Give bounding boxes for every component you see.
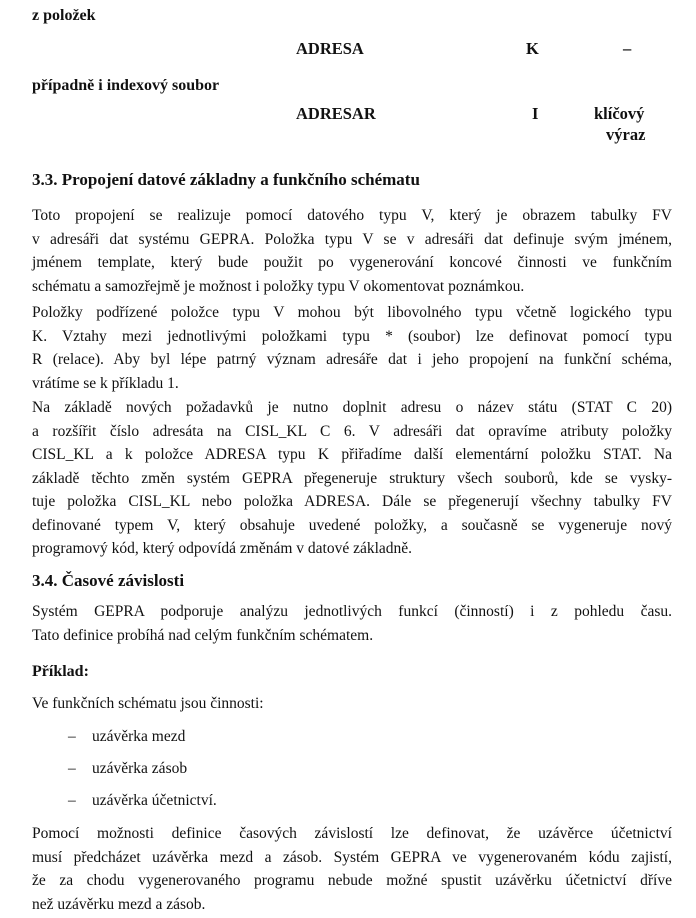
text-line: vrátíme se k příkladu 1. (32, 374, 179, 392)
list-item (68, 790, 217, 812)
example-label: Příklad: (32, 663, 89, 680)
section-3-4-heading: 3.4. Časové závislosti (32, 571, 185, 590)
list-item-text: uzávěrka účetnictví. (92, 792, 217, 809)
dash-icon: – (68, 728, 76, 745)
row2-type: I (532, 104, 539, 123)
example-intro: Ve funkčních schématu jsou činnosti: (32, 695, 264, 712)
text-line: Toto propojení se realizuje pomocí datového typu V, který je obrazem tabulky FV (32, 207, 672, 224)
dash-icon: – (68, 792, 76, 809)
list-item-text: uzávěrka mezd (92, 728, 186, 745)
section-3-4-paragraph-2 (32, 822, 672, 916)
text-line: R (relace). Aby byl lépe patrný význam adresáře dat i jeho propojení na funkční schéma, (32, 351, 672, 368)
row2-note2: výraz (606, 125, 646, 144)
row1-name: ADRESA (296, 39, 364, 58)
list-item-text: uzávěrka zásob (92, 760, 188, 777)
text-line: než uzávěrku mezd a zásob. (32, 895, 206, 913)
row1-note: – (623, 39, 632, 58)
text-line: základě těchto změn systém GEPRA přegeneruje struktury všech souborů, kde se vysky- (32, 469, 672, 487)
text-line: tuje položka CISL_KL nebo položka ADRESA. Dále se přegenerují všechny tabulky FV (32, 493, 672, 510)
row2-note1: klíčový (594, 104, 645, 123)
text-line: a rozšířit číslo adresáta na CISL_KL C 6. V adresáři dat opravíme atributy položky (32, 422, 672, 440)
text-line: Systém GEPRA podporuje analýzu jednotlivých funkcí (činností) i z pohledu času. (32, 603, 672, 620)
text-line: programový kód, který odpovídá změnám v datové základně. (32, 540, 413, 557)
list-item (68, 758, 187, 780)
row2-name: ADRESAR (296, 104, 376, 123)
text-line: Pomocí možnosti definice časových závislostí lze definovat, že uzávěrce účetnictví (32, 825, 672, 842)
section-3-4-paragraph-1 (32, 600, 672, 647)
alt-label: případně i indexový soubor (32, 77, 220, 94)
text-line: že za chodu vygenerovaného programu nebude možné spustit uzávěrku účetnictví dříve (32, 872, 672, 889)
text-line: schématu a samozřejmě je možnost i položky typu V okomentovat poznámkou. (32, 277, 525, 295)
text-line: v adresáři dat systému GEPRA. Položka typu V se v adresáři dat definuje svým jménem, (32, 230, 672, 248)
text-line: definované typem V, který obsahuje uvedené položky, a současně se vygeneruje nový (32, 516, 672, 534)
text-line: jménem template, který bude použit po vygenerování koncové činnosti ve funkčním (32, 254, 672, 271)
dash-icon: – (68, 760, 76, 777)
text-line: CISL_KL a k položce ADRESA typu K přiřadíme další elementární položku STAT. Na (32, 446, 672, 463)
items-label: z položek (32, 7, 96, 24)
section-3-3-paragraph-1 (32, 204, 672, 298)
text-line: Na základě nových požadavků je nutno doplnit adresu o název státu (STAT C 20) (32, 399, 672, 416)
text-line: Položky podřízené položce typu V mohou být libovolného typu včetně logického typu (32, 304, 672, 321)
section-3-3-heading: 3.3. Propojení datové základny a funkčního schématu (32, 170, 420, 189)
section-3-3-paragraph-3 (32, 396, 672, 561)
list-item (68, 726, 185, 748)
row1-type: K (526, 39, 539, 58)
text-line: musí předcházet uzávěrka mezd a zásob. Systém GEPRA ve vygenerovaném kódu zajistí, (32, 848, 672, 866)
section-3-3-paragraph-2 (32, 301, 672, 395)
text-line: Tato definice probíhá nad celým funkčním schématem. (32, 626, 374, 644)
text-line: K. Vztahy mezi jednotlivými položkami typu * (soubor) lze definovat pomocí typu (32, 327, 672, 345)
